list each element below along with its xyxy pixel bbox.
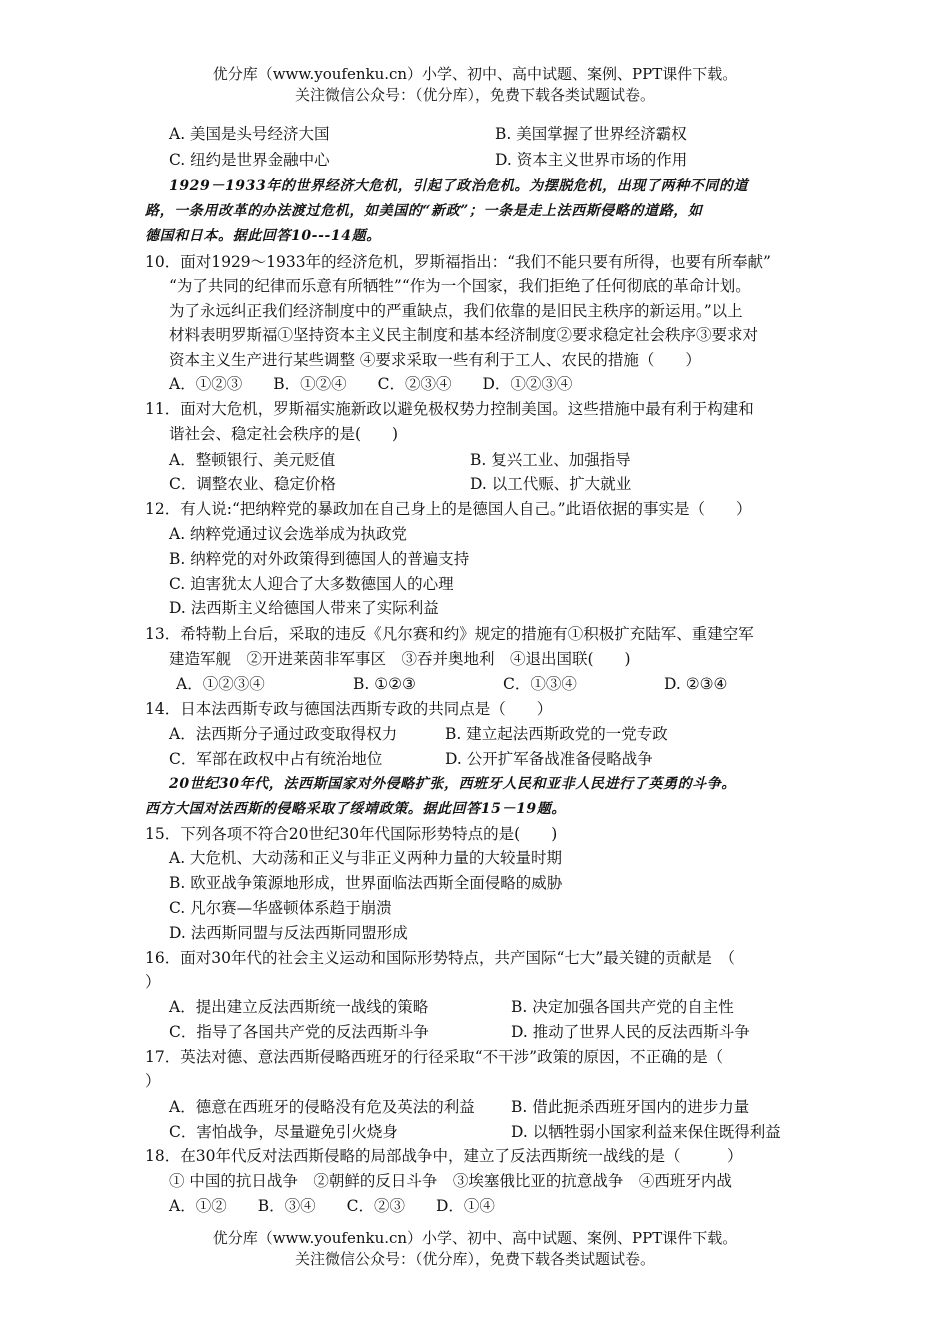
q14-option-a: A．法西斯分子通过政变取得权力 (169, 725, 398, 743)
q14-option-d: D. 公开扩军备战准备侵略战争 (445, 750, 653, 768)
q15-option-c: C. 凡尔赛—华盛顿体系趋于崩溃 (169, 899, 392, 917)
q16-option-c: C．指导了各国共产党的反法西斯斗争 (169, 1023, 429, 1041)
q10-stem-line-2: “为了共同的纪律而乐意有所牺牲”“作为一个国家，我们拒绝了任何彻底的革命计划。 (169, 277, 751, 295)
material-1-line-2: 路，一条用改革的办法渡过危机，如美国的“新政”；一条是走上法西斯侵略的道路，如 (145, 203, 703, 219)
q17-stem-end: ） (145, 1072, 161, 1090)
q17-option-a: A．德意在西班牙的侵略没有危及英法的利益 (169, 1098, 475, 1116)
q10-stem-line-3: 为了永远纠正我们经济制度中的严重缺点，我们依靠的是旧民主秩序的新运用。”以上 (169, 302, 743, 320)
q13-option-d: D. ②③④ (664, 675, 728, 693)
page-footer (0, 1228, 950, 1270)
q9-option-b: B. 美国掌握了世界经济霸权 (495, 125, 687, 143)
q16-stem: 16．面对30年代的社会主义运动和国际形势特点，共产国际“七大”最关键的贡献是 （ (145, 949, 736, 967)
q13-option-c: C．①③④ (503, 675, 577, 693)
q18-options: A．①② B．③④ C．②③ D．①④ (169, 1197, 495, 1215)
q16-option-d: D. 推动了世界人民的反法西斯斗争 (511, 1023, 750, 1041)
q9-option-d: D. 资本主义世界市场的作用 (495, 151, 688, 169)
q13-option-b: B. ①②③ (353, 675, 416, 693)
footer-line-1: 优分库（www.youfenku.cn）小学、初中、高中试题、案例、PPT课件下载。 (212, 1229, 738, 1247)
q17-option-d: D. 以牺牲弱小国家利益来保住既得利益 (511, 1123, 781, 1141)
q15-option-d: D. 法西斯同盟与反法西斯同盟形成 (169, 924, 408, 942)
q18-items: ① 中国的抗日战争 ②朝鲜的反日斗争 ③埃塞俄比亚的抗意战争 ④西班牙内战 (169, 1172, 732, 1190)
q9-option-c: C. 纽约是世界金融中心 (169, 151, 330, 169)
q18-stem: 18．在30年代反对法西斯侵略的局部战争中，建立了反法西斯统一战线的是（ ） (145, 1147, 743, 1165)
q10-stem-line-4: 材料表明罗斯福①坚持资本主义民主制度和基本经济制度②要求稳定社会秩序③要求对 (169, 326, 759, 344)
q17-option-b: B. 借此扼杀西班牙国内的进步力量 (511, 1098, 750, 1116)
q15-option-b: B. 欧亚战争策源地形成，世界面临法西斯全面侵略的威胁 (169, 874, 563, 892)
material-1-line-1: 1929－1933年的世界经济大危机，引起了政治危机。为摆脱危机，出现了两种不同的道 (169, 178, 749, 194)
q12-option-a: A. 纳粹党通过议会选举成为执政党 (169, 525, 408, 543)
q11-option-c: C．调整农业、稳定价格 (169, 475, 336, 493)
q11-option-b: B. 复兴工业、加强指导 (470, 451, 631, 469)
q12-stem: 12．有人说:“把纳粹党的暴政加在自己身上的是德国人自己。”此语依据的事实是（ ） (145, 500, 752, 518)
q10-options: A．①②③ B．①②④ C．②③④ D．①②③④ (169, 375, 573, 393)
material-2-line-2: 西方大国对法西斯的侵略采取了绥靖政策。据此回答15－19题。 (145, 801, 566, 817)
material-2-line-1: 20世纪30年代，法西斯国家对外侵略扩张，西班牙人民和亚非人民进行了英勇的斗争。 (169, 776, 736, 792)
q12-option-c: C. 迫害犹太人迎合了大多数德国人的心理 (169, 575, 454, 593)
q11-stem-line-2: 谐社会、稳定社会秩序的是( ) (169, 425, 399, 443)
q11-option-d: D. 以工代赈、扩大就业 (470, 475, 632, 493)
q17-option-c: C．害怕战争，尽量避免引火烧身 (169, 1123, 398, 1141)
q10-stem-line-5: 资本主义生产进行某些调整 ④要求采取一些有利于工人、农民的措施（ ） (169, 351, 701, 369)
q14-option-b: B. 建立起法西斯政党的一党专政 (445, 725, 668, 743)
q15-stem: 15．下列各项不符合20世纪30年代国际形势特点的是( ) (145, 825, 558, 843)
q11-option-a: A．整顿银行、美元贬值 (169, 451, 336, 469)
q13-stem-line-1: 13．希特勒上台后，采取的违反《凡尔赛和约》规定的措施有①积极扩充陆军、重建空军 (145, 625, 754, 643)
footer-line-2: 关注微信公众号：（优分库），免费下载各类试题试卷。 (294, 1250, 655, 1268)
q15-option-a: A. 大危机、大动荡和正义与非正义两种力量的大较量时期 (169, 849, 563, 867)
q12-option-b: B. 纳粹党的对外政策得到德国人的普遍支持 (169, 550, 470, 568)
q16-option-a: A．提出建立反法西斯统一战线的策略 (169, 998, 429, 1016)
q13-stem-line-2: 建造军舰 ②开进莱茵非军事区 ③吞并奥地利 ④退出国联( ) (169, 650, 631, 668)
material-1-line-3: 德国和日本。据此回答10---14题。 (145, 228, 381, 244)
header-line-2: 关注微信公众号：（优分库），免费下载各类试题试卷。 (294, 86, 655, 104)
q14-option-c: C．军部在政权中占有统治地位 (169, 750, 383, 768)
q16-option-b: B. 决定加强各国共产党的自主性 (511, 998, 734, 1016)
q12-option-d: D. 法西斯主义给德国人带来了实际利益 (169, 599, 439, 617)
q16-stem-end: ） (145, 973, 161, 991)
q11-stem-line-1: 11．面对大危机，罗斯福实施新政以避免极权势力控制美国。这些措施中最有利于构建和 (145, 400, 754, 418)
q9-option-a: A. 美国是头号经济大国 (169, 125, 330, 143)
header-line-1: 优分库（www.youfenku.cn）小学、初中、高中试题、案例、PPT课件下载。 (212, 65, 738, 83)
q13-option-a: A．①②③④ (176, 675, 265, 693)
q10-stem-line-1: 10．面对1929～1933年的经济危机，罗斯福指出：“我们不能只要有所得，也要有所奉献” (145, 253, 771, 271)
q14-stem: 14．日本法西斯专政与德国法西斯专政的共同点是（ ） (145, 700, 553, 718)
q17-stem: 17．英法对德、意法西斯侵略西班牙的行径采取“不干涉”政策的原因，不正确的是（ (145, 1048, 724, 1066)
